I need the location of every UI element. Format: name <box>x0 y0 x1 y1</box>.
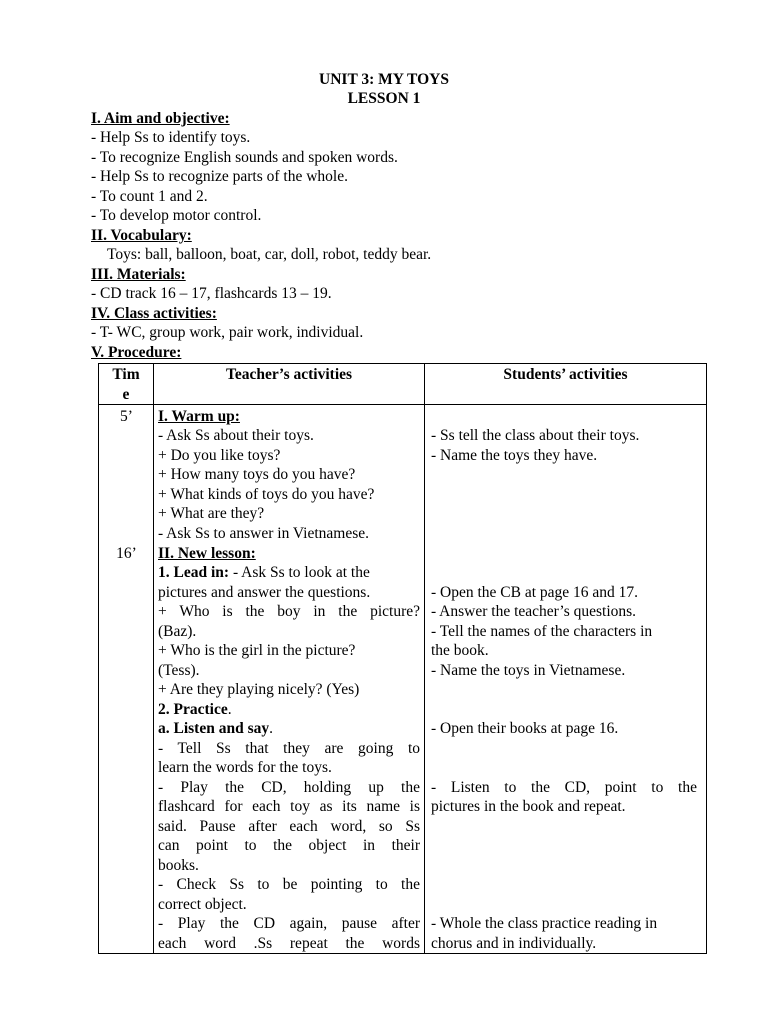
listen-and-say-heading: a. Listen and say. <box>158 720 273 737</box>
lead-in-line: 1. Lead in: - Ask Ss to look at the <box>158 564 370 581</box>
teacher-line: pictures and answer the questions. <box>158 584 371 601</box>
teacher-line: (Tess). <box>158 662 200 679</box>
aim-item: - Help Ss to identify toys. <box>91 129 251 146</box>
class-activities-heading: IV. Class activities: <box>91 305 217 322</box>
practice-heading: 2. Practice. <box>158 701 232 718</box>
students-header: Students’ activities <box>425 364 707 405</box>
students-cell <box>425 405 707 954</box>
student-line: - Answer the teacher’s questions. <box>431 603 637 620</box>
aim-item: - To develop motor control. <box>91 207 262 224</box>
student-line: - Whole the class practice reading in <box>431 915 658 932</box>
student-line: pictures in the book and repeat. <box>431 798 626 815</box>
teacher-line: learn the words for the toys. <box>158 759 332 776</box>
table-row <box>99 405 707 954</box>
procedure-table <box>98 363 707 954</box>
lesson-title: LESSON 1 <box>347 90 421 107</box>
teacher-line: each word .Ss repeat the words <box>158 935 420 952</box>
aim-item: - Help Ss to recognize parts of the whole. <box>91 168 348 185</box>
student-line: chorus and in individually. <box>431 935 597 952</box>
aim-item: - To recognize English sounds and spoken words. <box>91 149 398 166</box>
teacher-line: (Baz). <box>158 623 197 640</box>
vocabulary-heading: II. Vocabulary: <box>91 227 192 244</box>
teacher-line: + Do you like toys? <box>158 447 281 464</box>
procedure-heading: V. Procedure: <box>91 344 182 361</box>
class-activities-text: - T- WC, group work, pair work, individual. <box>91 324 364 341</box>
teacher-line: can point to the object in their <box>158 837 420 854</box>
warmup-heading: I. Warm up: <box>158 408 240 425</box>
aim-item: - To count 1 and 2. <box>91 188 208 205</box>
teacher-line: + Who is the girl in the picture? <box>158 642 356 659</box>
time-value: 16’ <box>116 545 137 562</box>
teacher-line: - Play the CD, holding up the <box>158 779 420 796</box>
student-line: - Name the toys in Vietnamese. <box>431 662 626 679</box>
teacher-line: flashcard for each toy as its name is <box>158 798 420 815</box>
teacher-line: said. Pause after each word, so Ss <box>158 818 420 835</box>
teacher-line: - Play the CD again, pause after <box>158 915 420 932</box>
unit-title: UNIT 3: MY TOYS <box>319 71 449 88</box>
time-value: 5’ <box>120 408 133 425</box>
materials-heading: III. Materials: <box>91 266 186 283</box>
table-header-row <box>99 364 707 405</box>
teacher-line: - Tell Ss that they are going to <box>158 740 420 757</box>
student-line: - Open their books at page 16. <box>431 720 619 737</box>
teacher-line: - Ask Ss to answer in Vietnamese. <box>158 525 370 542</box>
teacher-cell <box>154 405 425 954</box>
materials-text: - CD track 16 – 17, flashcards 13 – 19. <box>91 285 332 302</box>
teacher-line: + Who is the boy in the picture? <box>158 603 420 620</box>
student-line: - Ss tell the class about their toys. <box>431 427 640 444</box>
teacher-line: + How many toys do you have? <box>158 466 356 483</box>
student-line: the book. <box>431 642 489 659</box>
time-header: Tim e <box>99 364 154 405</box>
teacher-line: books. <box>158 857 199 874</box>
student-line: - Name the toys they have. <box>431 447 598 464</box>
student-line: - Tell the names of the characters in <box>431 623 653 640</box>
teacher-line: + What kinds of toys do you have? <box>158 486 375 503</box>
aim-heading: I. Aim and objective: <box>91 110 230 127</box>
time-cell <box>99 405 154 954</box>
student-line: - Listen to the CD, point to the <box>431 779 697 796</box>
teacher-line: - Check Ss to be pointing to the <box>158 876 420 893</box>
vocabulary-text: Toys: ball, balloon, boat, car, doll, robot, teddy bear. <box>107 246 432 263</box>
new-lesson-heading: II. New lesson: <box>158 545 256 562</box>
student-line: - Open the CB at page 16 and 17. <box>431 584 639 601</box>
teacher-line: - Ask Ss about their toys. <box>158 427 314 444</box>
teacher-header: Teacher’s activities <box>154 364 425 405</box>
teacher-line: correct object. <box>158 896 247 913</box>
teacher-line: + Are they playing nicely? (Yes) <box>158 681 360 698</box>
teacher-line: + What are they? <box>158 505 265 522</box>
